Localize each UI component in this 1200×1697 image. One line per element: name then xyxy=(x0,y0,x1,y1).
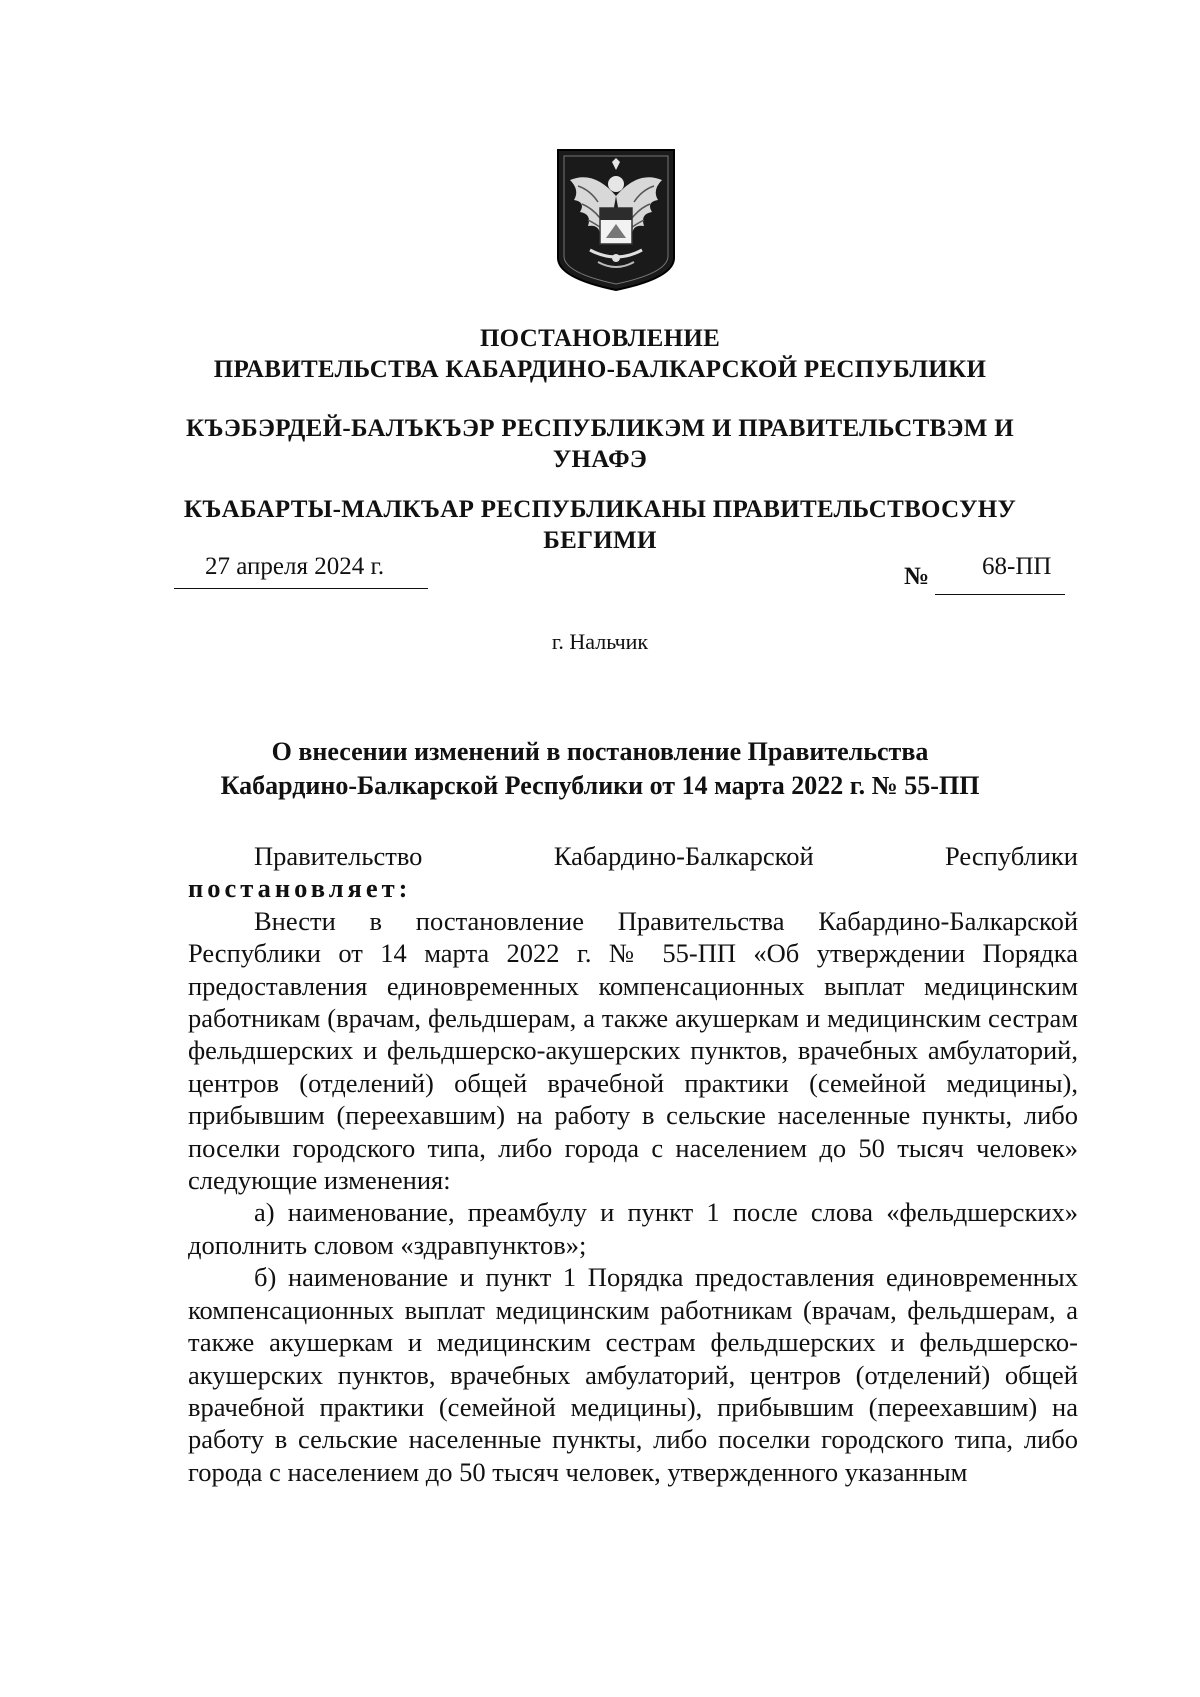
paragraph-b: б) наименование и пункт 1 Порядка предоставления единовременных компенсационных выплат медицинским работникам (врачам, фельдшерам, а также акушеркам и медицинским сестрам фельдшерских и фельдшерско-акушерских пунктов, врачебных амбулаторий, центров (отделений) общей врачебной практики (семейной медицины), прибывшим (переехавшим) на работу в сельские населенные пункты, либо поселки городского типа, либо города с населением до 50 тысяч человек, утвержденного указанным xyxy=(188,1262,1078,1487)
coat-of-arms-emblem xyxy=(554,146,678,292)
document-body xyxy=(188,840,1078,1488)
date-underline xyxy=(174,588,428,589)
decree-text: постановляет: xyxy=(188,873,412,904)
heading-balkar: КЪАБАРТЫ-МАЛКЪАР РЕСПУБЛИКАНЫ ПРАВИТЕЛЬСТВОСУНУ БЕГИМИ xyxy=(183,496,1017,554)
paragraph-a: а) наименование, преамбулу и пункт 1 после слова «фельдшерских» дополнить словом «здравпунктов»; xyxy=(188,1197,1078,1260)
heading-kabardian: КЪЭБЭРДЕЙ-БАЛЪКЪЭР РЕСПУБЛИКЭМ И ПРАВИТЕЛЬСТВЭМ И УНАФЭ xyxy=(186,415,1014,473)
heading-postanovlenie: ПОСТАНОВЛЕНИЕ xyxy=(479,325,721,352)
number-underline xyxy=(935,594,1065,595)
document-date: 27 апреля 2024 г. xyxy=(205,553,385,580)
coat-of-arms-image xyxy=(554,146,678,292)
document-title xyxy=(150,735,1050,803)
decree-word xyxy=(188,872,1078,904)
document-type-heading xyxy=(160,323,1040,385)
title-line-1: О внесении изменений в постановление Правительства xyxy=(271,737,929,766)
city-name: г. Нальчик xyxy=(551,629,649,654)
intro-line xyxy=(188,840,1078,872)
intro-word-government: Правительство xyxy=(254,841,423,871)
heading-government: ПРАВИТЕЛЬСТВА КАБАРДИНО-БАЛКАРСКОЙ РЕСПУБЛИКИ xyxy=(213,356,987,383)
intro-word-republic: Республики xyxy=(945,841,1078,871)
title-line-2: Кабардино-Балкарской Республики от 14 марта 2022 г. № 55-ПП xyxy=(220,771,980,800)
document-number: 68-ПП xyxy=(982,553,1052,580)
number-sign: № xyxy=(904,563,930,590)
intro-word-kbr: Кабардино-Балкарской xyxy=(553,841,814,871)
paragraph-main: Внести в постановление Правительства Кабардино-Балкарской Республики от 14 марта 2022 г. № 55-ПП «Об утверждении Порядка предоставления единовременных компенсационных выплат медицинским работникам (врачам, фельдшерам, а также акушеркам и медицинским сестрам фельдшерских и фельдшерско-акушерских пунктов, врачебных амбулаторий, центров (отделений) общей врачебной практики (семейной медицины), прибывшим (переехавшим) на работу в сельские населенные пункты, либо поселки городского типа, либо города с населением до 50 тысяч человек» следующие изменения: xyxy=(188,905,1078,1196)
